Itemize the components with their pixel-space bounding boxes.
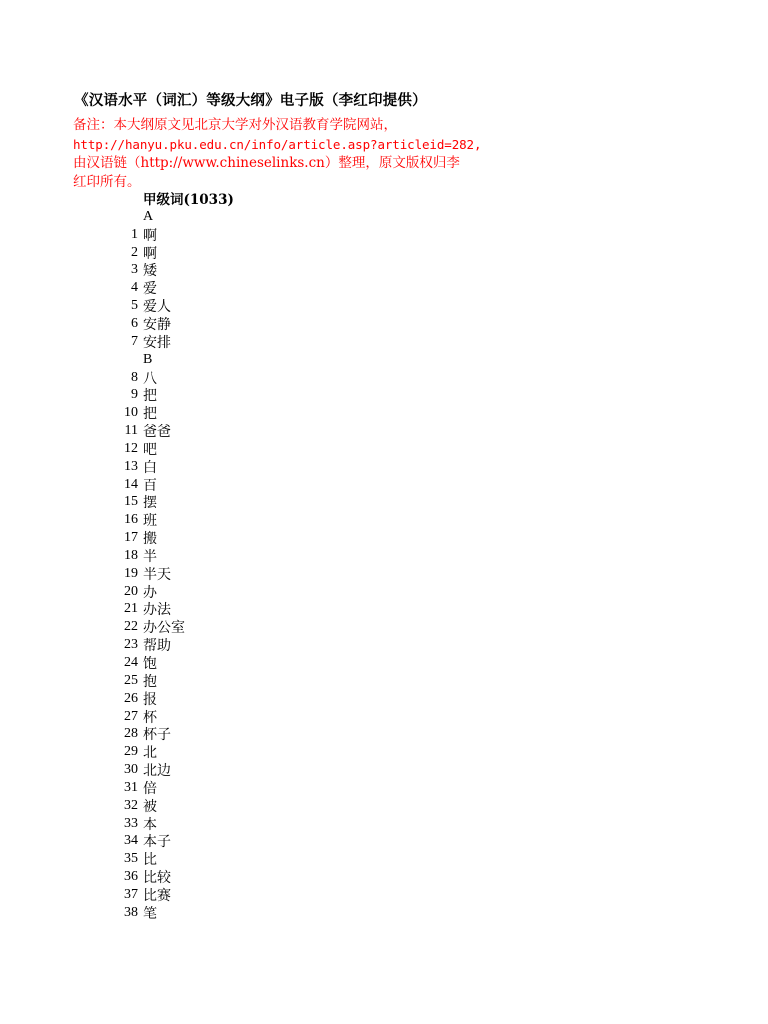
row-number: 17 bbox=[124, 530, 138, 546]
word-row bbox=[100, 476, 185, 494]
word-entry: 抱 bbox=[143, 673, 157, 690]
word-entry: 班 bbox=[143, 513, 157, 530]
word-entry: 把 bbox=[143, 406, 157, 423]
word-row bbox=[100, 511, 185, 529]
row-number: 29 bbox=[124, 744, 138, 760]
word-entry: 啊 bbox=[143, 227, 157, 244]
word-entry: 把 bbox=[143, 388, 157, 405]
word-entry: 北 bbox=[143, 745, 157, 762]
note-line: 备注：本大纲原文见北京大学对外汉语教育学院网站， bbox=[73, 117, 397, 133]
word-row bbox=[100, 743, 185, 761]
row-number: 19 bbox=[124, 565, 138, 581]
word-row bbox=[100, 529, 185, 547]
row-number: 15 bbox=[124, 494, 138, 510]
word-entry: 倍 bbox=[143, 780, 157, 797]
word-row bbox=[100, 833, 185, 851]
word-entry: 矮 bbox=[143, 263, 157, 280]
word-entry: 比赛 bbox=[143, 887, 171, 904]
word-entry: 笔 bbox=[143, 905, 157, 922]
word-entry: 比较 bbox=[143, 870, 171, 887]
row-number: 34 bbox=[124, 833, 138, 849]
word-row bbox=[100, 779, 185, 797]
row-number: 12 bbox=[124, 440, 138, 456]
row-number: 9 bbox=[131, 387, 138, 403]
word-row bbox=[100, 386, 185, 404]
word-entry: 办公室 bbox=[143, 620, 185, 637]
row-number: 18 bbox=[124, 547, 138, 563]
row-number: 36 bbox=[124, 869, 138, 885]
word-entry: 办 bbox=[143, 584, 157, 601]
letter-heading-row bbox=[100, 351, 185, 369]
word-row bbox=[100, 797, 185, 815]
word-row bbox=[100, 315, 185, 333]
word-row bbox=[100, 815, 185, 833]
word-row bbox=[100, 708, 185, 726]
word-entry: 半 bbox=[143, 548, 157, 565]
row-number: 13 bbox=[124, 458, 138, 474]
word-row bbox=[100, 565, 185, 583]
word-entry: 报 bbox=[143, 691, 157, 708]
word-row bbox=[100, 904, 185, 922]
word-row bbox=[100, 618, 185, 636]
row-number: 11 bbox=[124, 423, 138, 439]
word-row bbox=[100, 279, 185, 297]
row-number: 3 bbox=[131, 262, 138, 278]
row-number: 2 bbox=[131, 244, 138, 260]
word-entry: 安排 bbox=[143, 334, 171, 351]
row-number: 22 bbox=[124, 619, 138, 635]
word-entry: 白 bbox=[143, 459, 157, 476]
word-entry: 饱 bbox=[143, 656, 157, 673]
word-entry: 北边 bbox=[143, 763, 171, 780]
note-line-url[interactable]: http://hanyu.pku.edu.cn/info/article.asp?articleid=282, bbox=[73, 137, 482, 152]
word-row bbox=[100, 422, 185, 440]
row-number: 37 bbox=[124, 886, 138, 902]
word-row bbox=[100, 654, 185, 672]
word-row bbox=[100, 494, 185, 512]
word-row bbox=[100, 636, 185, 654]
document-title: 《汉语水平（词汇）等级大纲》电子版（李红印提供） bbox=[74, 92, 427, 109]
row-number: 26 bbox=[124, 690, 138, 706]
word-entry: 本子 bbox=[143, 834, 171, 851]
word-row bbox=[100, 868, 185, 886]
letter-heading: A bbox=[143, 208, 154, 224]
row-number: 38 bbox=[124, 904, 138, 920]
word-entry: 半天 bbox=[143, 566, 171, 583]
word-row bbox=[100, 262, 185, 280]
word-row bbox=[100, 404, 185, 422]
word-entry: 帮助 bbox=[143, 638, 171, 655]
row-number: 20 bbox=[124, 583, 138, 599]
row-number: 10 bbox=[124, 405, 138, 421]
word-entry: 摆 bbox=[143, 495, 157, 512]
row-number: 6 bbox=[131, 315, 138, 331]
word-entry: 杯子 bbox=[143, 727, 171, 744]
row-number: 7 bbox=[131, 333, 138, 349]
row-number: 4 bbox=[131, 280, 138, 296]
row-number: 21 bbox=[124, 601, 138, 617]
letter-heading-row bbox=[100, 208, 185, 226]
row-number: 25 bbox=[124, 672, 138, 688]
note-line: 红印所有。 bbox=[73, 174, 141, 190]
word-row bbox=[100, 725, 185, 743]
word-entry: 百 bbox=[143, 477, 157, 494]
row-number: 24 bbox=[124, 655, 138, 671]
word-row bbox=[100, 690, 185, 708]
word-entry: 本 bbox=[143, 816, 157, 833]
word-row bbox=[100, 333, 185, 351]
word-row bbox=[100, 440, 185, 458]
row-number: 31 bbox=[124, 779, 138, 795]
word-entry: 杯 bbox=[143, 709, 157, 726]
word-list bbox=[100, 208, 185, 922]
word-entry: 搬 bbox=[143, 531, 157, 548]
word-row bbox=[100, 672, 185, 690]
word-row bbox=[100, 601, 185, 619]
word-entry: 啊 bbox=[143, 245, 157, 262]
row-number: 32 bbox=[124, 797, 138, 813]
word-row bbox=[100, 583, 185, 601]
word-entry: 吧 bbox=[143, 441, 157, 458]
row-number: 35 bbox=[124, 851, 138, 867]
row-number: 33 bbox=[124, 815, 138, 831]
note-line: 由汉语链（http://www.chineselinks.cn）整理，原文版权归李 bbox=[73, 155, 460, 171]
word-entry: 爱人 bbox=[143, 299, 171, 316]
row-number: 1 bbox=[131, 226, 138, 242]
row-number: 5 bbox=[131, 298, 138, 314]
row-number: 14 bbox=[124, 476, 138, 492]
letter-heading: B bbox=[143, 351, 153, 367]
row-number: 23 bbox=[124, 637, 138, 653]
row-number: 30 bbox=[124, 762, 138, 778]
word-row bbox=[100, 547, 185, 565]
note-block bbox=[73, 116, 523, 192]
word-row bbox=[100, 761, 185, 779]
word-row bbox=[100, 850, 185, 868]
word-row bbox=[100, 244, 185, 262]
word-entry: 爱 bbox=[143, 281, 157, 298]
word-row bbox=[100, 369, 185, 387]
word-entry: 比 bbox=[143, 852, 157, 869]
word-entry: 八 bbox=[143, 370, 157, 387]
section-title: 甲级词(1033) bbox=[143, 192, 234, 208]
word-row bbox=[100, 226, 185, 244]
word-entry: 爸爸 bbox=[143, 424, 171, 441]
row-number: 16 bbox=[124, 512, 138, 528]
word-entry: 被 bbox=[143, 798, 157, 815]
row-number: 27 bbox=[124, 708, 138, 724]
row-number: 8 bbox=[131, 369, 138, 385]
word-row bbox=[100, 458, 185, 476]
word-row bbox=[100, 297, 185, 315]
word-entry: 办法 bbox=[143, 602, 171, 619]
word-row bbox=[100, 886, 185, 904]
word-entry: 安静 bbox=[143, 316, 171, 333]
row-number: 28 bbox=[124, 726, 138, 742]
